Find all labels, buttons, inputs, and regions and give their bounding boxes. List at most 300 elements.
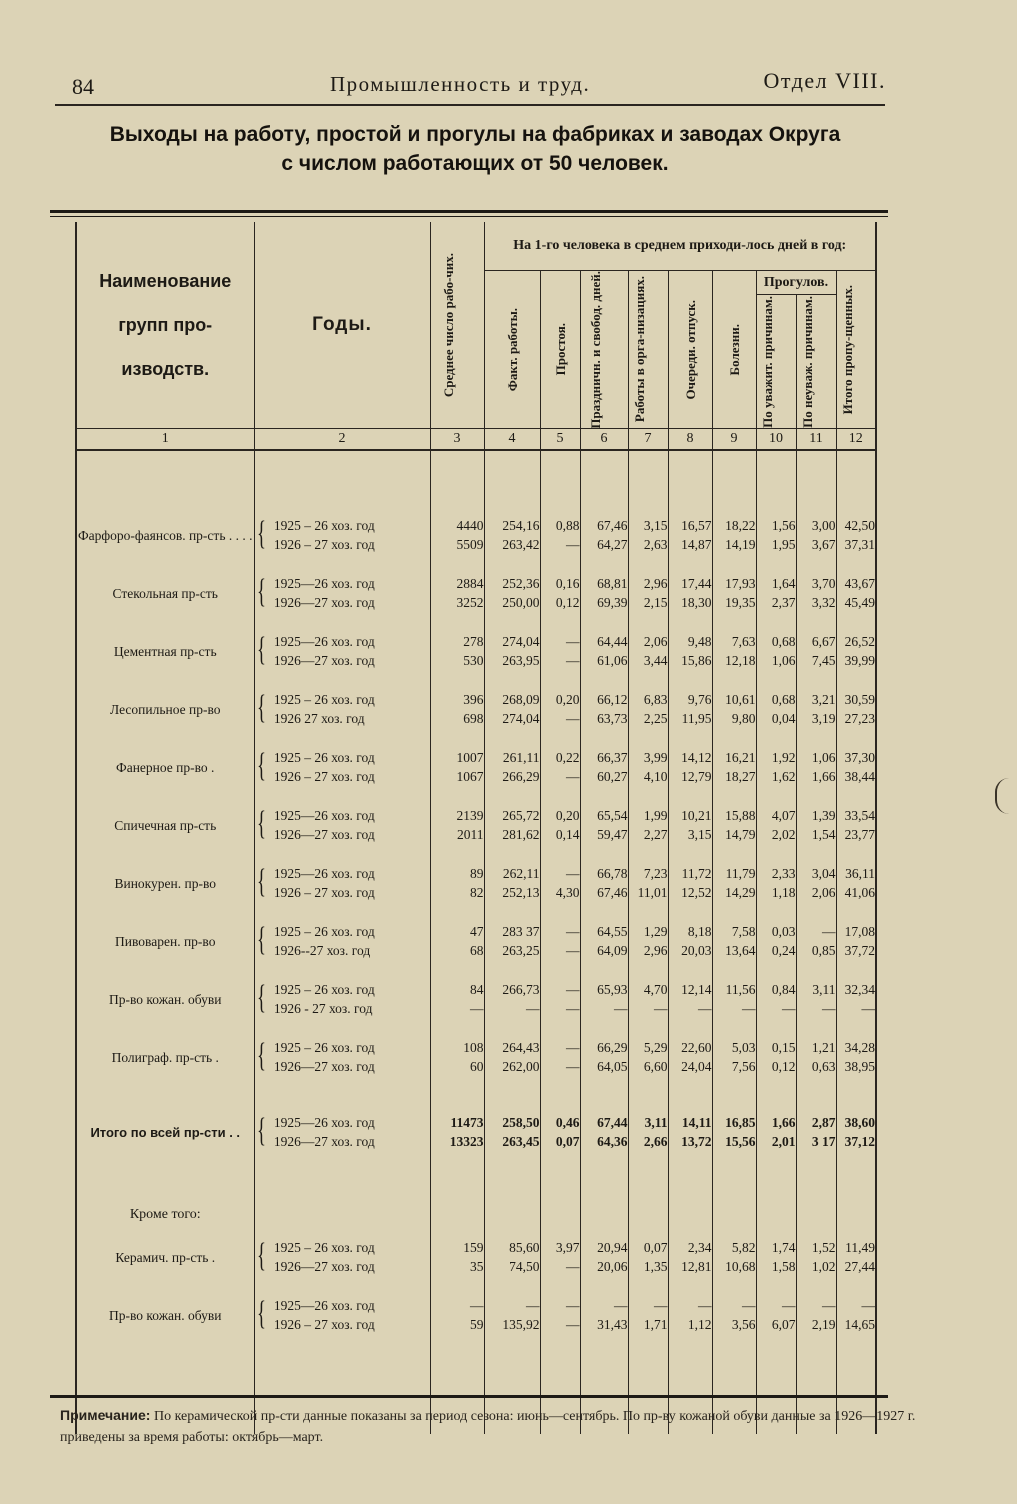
column-number-5: 5	[540, 429, 580, 451]
years-cell	[254, 912, 430, 970]
value: —	[698, 1001, 712, 1017]
value: 64,55	[597, 924, 628, 940]
value: 64,36	[597, 1134, 628, 1150]
value: 1,18	[771, 885, 796, 901]
page-header	[60, 64, 890, 104]
value: 14,19	[725, 537, 756, 553]
value: 2,02	[771, 827, 796, 843]
value: 10,68	[725, 1259, 756, 1275]
group-name: Фанерное пр-во .	[76, 738, 254, 796]
value: —	[566, 1001, 580, 1017]
value-cell-c11	[796, 622, 836, 680]
table-body	[76, 450, 876, 1434]
header-vacation-text: Очереди. отпуск.	[682, 299, 698, 400]
value-cell-c12	[836, 738, 876, 796]
value-cell-c8	[668, 622, 712, 680]
value-cell-c8	[668, 854, 712, 912]
besides-row	[76, 1202, 876, 1228]
value: 32,34	[844, 982, 875, 998]
brace-glyph: {	[256, 979, 266, 1017]
empty-cell	[580, 1202, 628, 1228]
value: 0,16	[555, 576, 580, 592]
value: 1007	[456, 750, 484, 766]
value-cell-c7	[628, 1104, 668, 1160]
table-title-line-2: с числом работающих от 50 человек.	[281, 152, 669, 175]
value: 6,67	[811, 634, 836, 650]
value: 18,27	[725, 769, 756, 785]
spacer-cell	[484, 450, 540, 506]
value-cell-c9	[712, 506, 756, 564]
value: 19,35	[725, 595, 756, 611]
value: 1,21	[811, 1040, 836, 1056]
value: 66,12	[597, 692, 628, 708]
value: 0,12	[771, 1059, 796, 1075]
group-name: Цементная пр-сть	[76, 622, 254, 680]
years-cell	[254, 970, 430, 1028]
empty-cell	[254, 1202, 430, 1228]
value: 5509	[456, 537, 484, 553]
spacer-cell	[540, 450, 580, 506]
value: 0,20	[555, 808, 580, 824]
value: —	[566, 1298, 580, 1314]
table-row	[76, 1228, 876, 1286]
value: 1067	[456, 769, 484, 785]
value: 74,50	[509, 1259, 540, 1275]
column-number-3: 3	[430, 429, 484, 451]
value: 0,24	[771, 943, 796, 959]
value: 1,62	[771, 769, 796, 785]
value: 27,44	[844, 1259, 875, 1275]
empty-cell	[836, 1202, 876, 1228]
table-row	[76, 564, 876, 622]
value: 1,58	[771, 1259, 796, 1275]
value-cell-c11	[796, 1028, 836, 1086]
value: —	[566, 1040, 580, 1056]
value-cell-c11	[796, 680, 836, 738]
value-cell-c5	[540, 1104, 580, 1160]
column-number-1: 1	[76, 429, 254, 451]
value-cell-c3	[430, 796, 484, 854]
brace-glyph: {	[256, 1237, 266, 1275]
years-cell	[254, 738, 430, 796]
header-org-work	[628, 270, 668, 429]
year-label: 1925—26 хоз. год	[273, 1115, 375, 1131]
value: 3,32	[811, 595, 836, 611]
value: 1,06	[771, 653, 796, 669]
value-cell-c10	[756, 1104, 796, 1160]
value-cell-c6	[580, 1104, 628, 1160]
value: 264,43	[502, 1040, 540, 1056]
header-illness-text: Болезни.	[726, 323, 742, 376]
value-cell-c10	[756, 912, 796, 970]
value-cell-c12	[836, 1228, 876, 1286]
year-label: 1925 – 26 хоз. год	[273, 1240, 375, 1256]
brace-glyph: {	[256, 631, 266, 669]
spacer-cell	[580, 450, 628, 506]
value: 20,03	[681, 943, 712, 959]
value-cell-c4	[484, 1228, 540, 1286]
value-cell-c7	[628, 912, 668, 970]
value: —	[782, 1298, 796, 1314]
value-cell-c4	[484, 854, 540, 912]
value: 6,07	[771, 1317, 796, 1333]
value: 16,85	[725, 1115, 756, 1131]
value-cell-c5	[540, 738, 580, 796]
group-name: Пр-во кожан. обуви	[76, 970, 254, 1028]
value: 3,11	[812, 982, 836, 998]
value: 263,25	[502, 943, 540, 959]
year-label: 1925 – 26 хоз. год	[273, 518, 375, 534]
value-cell-c4	[484, 564, 540, 622]
value: 5,82	[731, 1240, 756, 1256]
value-cell-c5	[540, 506, 580, 564]
header-fact-work-text: Факт. работы.	[504, 307, 520, 391]
column-number-10: 10	[756, 429, 796, 451]
value: 2,63	[643, 537, 668, 553]
value: 13,72	[681, 1134, 712, 1150]
value: 3,67	[811, 537, 836, 553]
value: 24,04	[681, 1059, 712, 1075]
value: 38,95	[844, 1059, 875, 1075]
section-label: Отдел VIII.	[763, 68, 886, 93]
value-cell-c4	[484, 1286, 540, 1344]
value: —	[526, 1298, 540, 1314]
year-label: 1926—27 хоз. год	[273, 1134, 375, 1150]
value: 5,03	[731, 1040, 756, 1056]
value-cell-c8	[668, 1228, 712, 1286]
table-row	[76, 912, 876, 970]
value-cell-c10	[756, 738, 796, 796]
value: 9,80	[731, 711, 756, 727]
value-cell-c4	[484, 680, 540, 738]
value: 2884	[456, 576, 484, 592]
value: 268,09	[502, 692, 540, 708]
spacer-cell	[430, 1086, 484, 1104]
value: 15,88	[725, 808, 756, 824]
value: 14,29	[725, 885, 756, 901]
brace-glyph: {	[256, 805, 266, 843]
value-cell-c9	[712, 912, 756, 970]
spacer-cell	[756, 450, 796, 506]
value: 265,72	[502, 808, 540, 824]
group-name: Полиграф. пр-сть .	[76, 1028, 254, 1086]
value-cell-c10	[756, 564, 796, 622]
value: —	[526, 1001, 540, 1017]
value-cell-c9	[712, 738, 756, 796]
value-cell-c3	[430, 622, 484, 680]
value: 0,04	[771, 711, 796, 727]
value-cell-c7	[628, 564, 668, 622]
column-number-7: 7	[628, 429, 668, 451]
years-cell	[254, 1104, 430, 1160]
value: 4,30	[555, 885, 580, 901]
value-cell-c5	[540, 912, 580, 970]
value: 18,30	[681, 595, 712, 611]
value: 0,20	[555, 692, 580, 708]
value-cell-c10	[756, 796, 796, 854]
spacer-cell	[712, 450, 756, 506]
value: 3 17	[811, 1134, 836, 1150]
table-bottom-rule	[50, 1395, 888, 1398]
value: 2,66	[643, 1134, 668, 1150]
value: —	[698, 1298, 712, 1314]
table-top-rule	[50, 210, 888, 213]
spacer-cell	[430, 450, 484, 506]
header-truancy-valid	[756, 294, 796, 428]
value: 23,77	[844, 827, 875, 843]
value-cell-c7	[628, 854, 668, 912]
value: —	[566, 769, 580, 785]
value: —	[614, 1001, 628, 1017]
value: 31,43	[597, 1317, 628, 1333]
value: 396	[463, 692, 484, 708]
brace-glyph: {	[256, 747, 266, 785]
value: —	[822, 1298, 836, 1314]
value-cell-c7	[628, 622, 668, 680]
value: —	[654, 1001, 668, 1017]
header-vacation	[668, 270, 712, 429]
value-cell-c9	[712, 680, 756, 738]
year-label: 1925 – 26 хоз. год	[273, 924, 375, 940]
value: 66,37	[597, 750, 628, 766]
value: 36,11	[845, 866, 875, 882]
value-cell-c3	[430, 854, 484, 912]
value: —	[654, 1298, 668, 1314]
year-label: 1926—27 хоз. год	[273, 595, 375, 611]
value: 263,42	[502, 537, 540, 553]
value: 530	[463, 653, 484, 669]
header-group-name-line-1: Наименование	[99, 271, 232, 292]
value: 1,95	[771, 537, 796, 553]
value-cell-c9	[712, 1286, 756, 1344]
column-number-8: 8	[668, 429, 712, 451]
value-cell-c9	[712, 622, 756, 680]
value-cell-c12	[836, 680, 876, 738]
value: 16,21	[725, 750, 756, 766]
value-cell-c5	[540, 564, 580, 622]
value-cell-c9	[712, 1028, 756, 1086]
value: 4,10	[643, 769, 668, 785]
value: 0,07	[555, 1134, 580, 1150]
value: 64,09	[597, 943, 628, 959]
year-label: 1926—27 хоз. год	[273, 1059, 375, 1075]
value-cell-c3	[430, 1228, 484, 1286]
value: 89	[470, 866, 484, 882]
value-cell-c9	[712, 1104, 756, 1160]
value-cell-c8	[668, 796, 712, 854]
empty-cell	[628, 1202, 668, 1228]
column-number-9: 9	[712, 429, 756, 451]
value: 12,52	[681, 885, 712, 901]
value: 1,54	[811, 827, 836, 843]
value-cell-c7	[628, 1286, 668, 1344]
column-number-2: 2	[254, 429, 430, 451]
value: 1,52	[811, 1240, 836, 1256]
year-label: 1925 – 26 хоз. год	[273, 982, 375, 998]
value: 16,57	[681, 518, 712, 534]
value-cell-c12	[836, 1286, 876, 1344]
value-cell-c9	[712, 564, 756, 622]
value: 261,11	[502, 750, 540, 766]
value: 39,99	[844, 653, 875, 669]
value: 17,08	[844, 924, 875, 940]
value: 0,12	[555, 595, 580, 611]
value: 67,46	[597, 885, 628, 901]
spacer-cell	[796, 1160, 836, 1202]
table-title	[60, 120, 890, 178]
page-number: 84	[72, 74, 94, 99]
value: 274,04	[502, 634, 540, 650]
spacer-cell	[540, 1086, 580, 1104]
spacer-cell	[796, 1086, 836, 1104]
brace-glyph: {	[256, 921, 266, 959]
spacer-cell	[430, 1160, 484, 1202]
value-cell-c4	[484, 622, 540, 680]
margin-bracket-mark	[995, 778, 1015, 814]
value: 0,14	[555, 827, 580, 843]
value-cell-c6	[580, 680, 628, 738]
value: 2,96	[643, 943, 668, 959]
value: 14,12	[681, 750, 712, 766]
value: 0,22	[555, 750, 580, 766]
value: 67,46	[597, 518, 628, 534]
table-row	[76, 1028, 876, 1086]
spacer-cell	[580, 1086, 628, 1104]
value-cell-c4	[484, 1028, 540, 1086]
spacer-cell	[712, 1160, 756, 1202]
value: 68	[470, 943, 484, 959]
value: 0,88	[555, 518, 580, 534]
value: —	[566, 982, 580, 998]
value: —	[470, 1001, 484, 1017]
value: 2,96	[643, 576, 668, 592]
year-label: 1925—26 хоз. год	[273, 1298, 375, 1314]
year-label: 1926 – 27 хоз. год	[273, 885, 375, 901]
value: 11473	[450, 1115, 484, 1131]
value-cell-c10	[756, 1028, 796, 1086]
value: 1,74	[771, 1240, 796, 1256]
value: 0,15	[771, 1040, 796, 1056]
spacer-cell	[76, 1086, 254, 1104]
value-cell-c3	[430, 564, 484, 622]
value: 18,22	[725, 518, 756, 534]
value-cell-c11	[796, 1228, 836, 1286]
value-cell-c10	[756, 1228, 796, 1286]
group-name: Стекольная пр-сть	[76, 564, 254, 622]
value: 3,15	[687, 827, 712, 843]
value-cell-c8	[668, 1286, 712, 1344]
year-label: 1926 – 27 хоз. год	[273, 1317, 375, 1333]
value-cell-c6	[580, 564, 628, 622]
header-total-missed-text: Итого пропу-щенных.	[839, 284, 855, 415]
value-cell-c3	[430, 506, 484, 564]
value: 4,07	[771, 808, 796, 824]
value: 14,87	[681, 537, 712, 553]
value-cell-c5	[540, 1228, 580, 1286]
value-cell-c6	[580, 738, 628, 796]
value: 7,58	[731, 924, 756, 940]
empty-cell	[540, 1202, 580, 1228]
value: 252,13	[502, 885, 540, 901]
value-cell-c11	[796, 1104, 836, 1160]
header-rule	[55, 104, 885, 106]
years-cell	[254, 506, 430, 564]
value: —	[566, 653, 580, 669]
value: 2,37	[771, 595, 796, 611]
value-cell-c11	[796, 1286, 836, 1344]
value: 3,70	[811, 576, 836, 592]
value: 278	[463, 634, 484, 650]
value: 37,12	[844, 1134, 875, 1150]
header-illness	[712, 270, 756, 429]
value: 1,99	[643, 808, 668, 824]
value: 69,39	[597, 595, 628, 611]
value-cell-c6	[580, 506, 628, 564]
column-number-12: 12	[836, 429, 876, 451]
value: —	[566, 634, 580, 650]
brace-glyph: {	[256, 515, 266, 553]
spacer-cell	[836, 1086, 876, 1104]
table-row	[76, 1104, 876, 1160]
header-holidays-text: Праздничн. и свобод. дней.	[588, 270, 603, 429]
spacer-row	[76, 1086, 876, 1104]
group-name: Итого по всей пр-сти . .	[76, 1104, 254, 1160]
value: —	[782, 1001, 796, 1017]
value: 11,95	[681, 711, 712, 727]
value-cell-c11	[796, 912, 836, 970]
footnote-text: По керамической пр-сти данные показаны за период сезона: июнь—сентябрь. По пр-ву кожаной обуви данные за 1926—1927 г. приведены за время работы: октябрь—март.	[60, 1409, 916, 1445]
value: 3,00	[811, 518, 836, 534]
value-cell-c6	[580, 1286, 628, 1344]
value-cell-c5	[540, 1286, 580, 1344]
value-cell-c11	[796, 564, 836, 622]
value-cell-c7	[628, 1028, 668, 1086]
data-table	[75, 222, 877, 1434]
header-group-name	[76, 222, 254, 429]
brace-glyph: {	[256, 689, 266, 727]
value: 3,21	[811, 692, 836, 708]
value: 1,56	[771, 518, 796, 534]
value: 66,78	[597, 866, 628, 882]
value: 0,46	[555, 1115, 580, 1131]
value: —	[822, 924, 836, 940]
value: 10,61	[725, 692, 756, 708]
value: 59	[470, 1317, 484, 1333]
value-cell-c10	[756, 680, 796, 738]
value-cell-c5	[540, 1028, 580, 1086]
value: 65,93	[597, 982, 628, 998]
value: 26,52	[844, 634, 875, 650]
value: 262,11	[502, 866, 540, 882]
year-label: 1926 – 27 хоз. год	[273, 769, 375, 785]
besides-label: Кроме того:	[76, 1202, 254, 1228]
value: 64,44	[597, 634, 628, 650]
value: 0,63	[811, 1059, 836, 1075]
value-cell-c12	[836, 506, 876, 564]
table-row	[76, 854, 876, 912]
value: 66,29	[597, 1040, 628, 1056]
value-cell-c12	[836, 796, 876, 854]
value: 3,56	[731, 1317, 756, 1333]
value: —	[822, 1001, 836, 1017]
value: 254,16	[502, 518, 540, 534]
header-idle	[540, 270, 580, 429]
value-cell-c12	[836, 970, 876, 1028]
value-cell-c6	[580, 854, 628, 912]
column-number-4: 4	[484, 429, 540, 451]
value: 274,04	[502, 711, 540, 727]
value: 37,72	[844, 943, 875, 959]
